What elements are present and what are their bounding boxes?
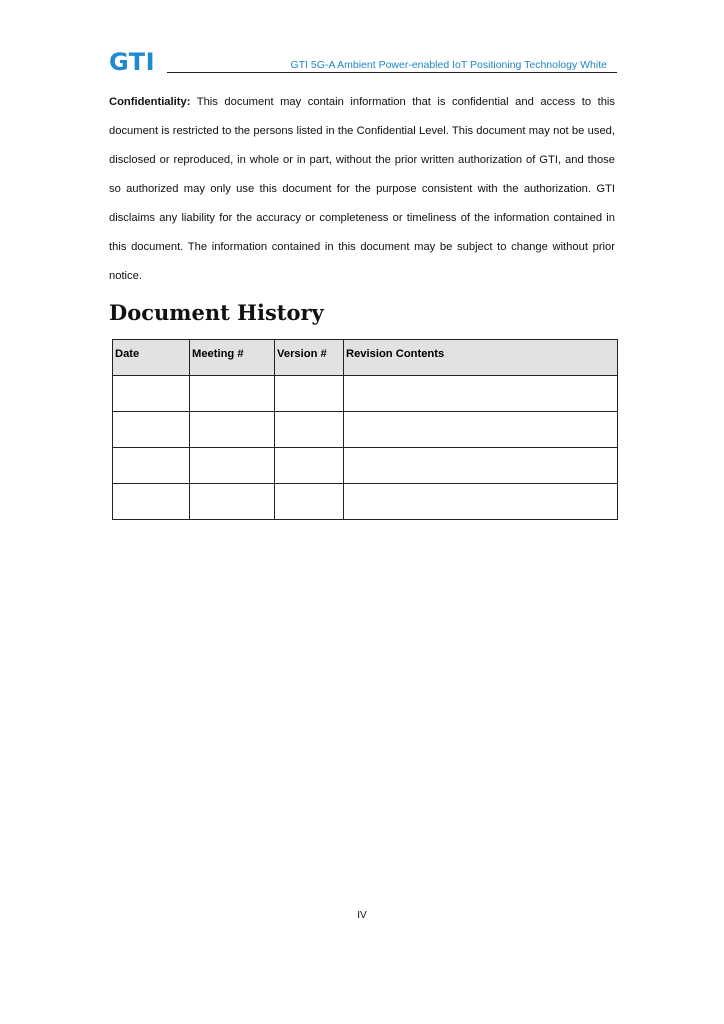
column-header-version: Version # xyxy=(275,340,344,376)
table-cell xyxy=(275,412,344,448)
column-header-meeting: Meeting # xyxy=(190,340,275,376)
gti-logo: GTI xyxy=(109,48,156,76)
table-row xyxy=(113,376,618,412)
table-row xyxy=(113,412,618,448)
column-header-date: Date xyxy=(113,340,190,376)
page-header xyxy=(109,50,617,74)
confidentiality-paragraph xyxy=(109,88,615,291)
table-cell xyxy=(344,448,618,484)
table-row xyxy=(113,484,618,520)
table-cell xyxy=(190,448,275,484)
table-cell xyxy=(113,448,190,484)
confidentiality-label: Confidentiality: xyxy=(109,96,191,108)
table-header-row xyxy=(113,340,618,376)
section-title: Document History xyxy=(109,300,324,325)
table-cell xyxy=(344,376,618,412)
document-history-table xyxy=(112,339,618,520)
page-number: IV xyxy=(357,910,367,921)
column-header-revision-contents: Revision Contents xyxy=(344,340,618,376)
confidentiality-text: This document may contain information that is confidential and access to this document is restricted to the persons listed in the Confidential Level. This document may not be used, disclosed or reproduced, in whole or in part, without the prior written authorization of GTI, and those so authorized may only use this document for the purpose consistent with the authorization. GTI disclaims any liability for the accuracy or completeness or timeliness of the information contained in this document. The information contained in this document may be subject to change without prior notice. xyxy=(109,96,615,282)
table-cell xyxy=(344,484,618,520)
table-cell xyxy=(275,484,344,520)
table-row xyxy=(113,448,618,484)
table-cell xyxy=(113,484,190,520)
header-title: GTI 5G-A Ambient Power-enabled IoT Positioning Technology White xyxy=(290,59,607,71)
table-cell xyxy=(190,412,275,448)
table-cell xyxy=(190,376,275,412)
table-cell xyxy=(275,376,344,412)
header-rule xyxy=(167,72,617,73)
table-cell xyxy=(113,376,190,412)
table-cell xyxy=(275,448,344,484)
table-cell xyxy=(190,484,275,520)
table-cell xyxy=(113,412,190,448)
table-cell xyxy=(344,412,618,448)
